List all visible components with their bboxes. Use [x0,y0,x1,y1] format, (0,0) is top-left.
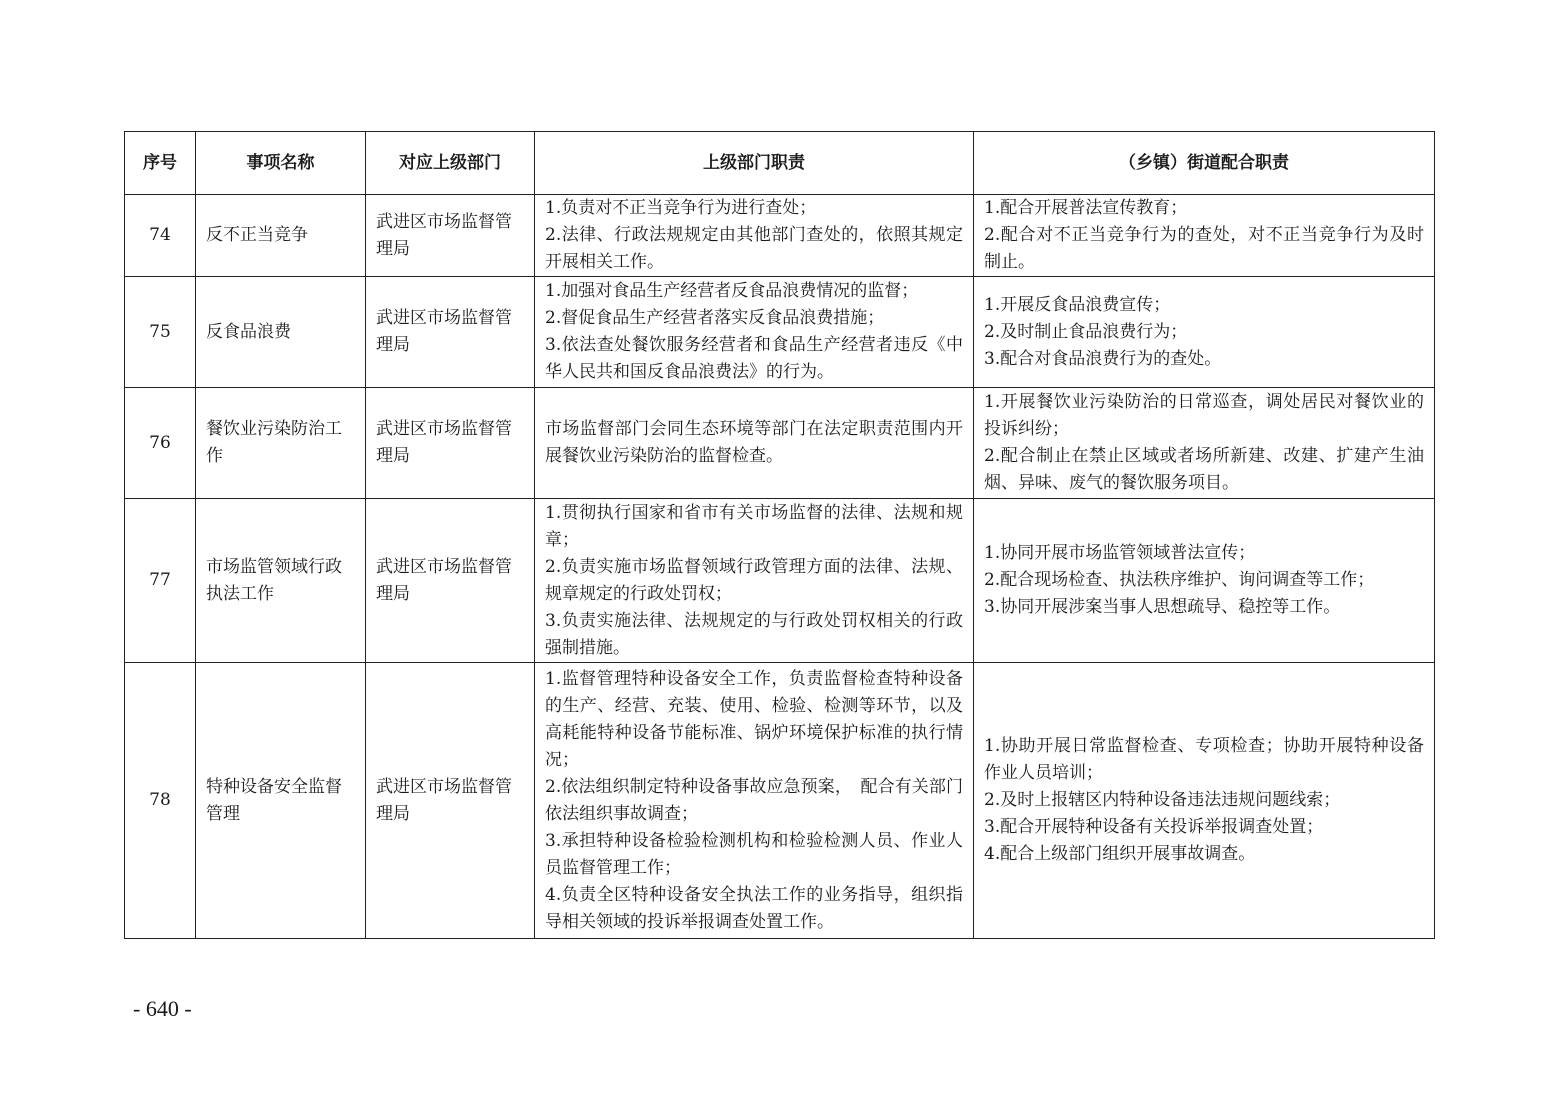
town-duty-line: 2.及时上报辖区内特种设备违法违规问题线索； [984,790,1341,810]
cell-item-name: 餐饮业污染防治工作 [196,388,366,499]
cell-town-duties [974,663,1435,939]
town-duty-line: 1.协助开展日常监督检查、专项检查；协助开展特种设备作业人员培训； [984,736,1424,783]
cell-town-duties [974,388,1435,499]
cell-upper-duties [535,499,974,663]
header-upper-dept: 对应上级部门 [366,132,535,195]
town-duty-line: 1.开展反食品浪费宣传； [984,294,1171,315]
upper-duty-line: 1.加强对食品生产经营者反食品浪费情况的监督； [545,281,919,301]
cell-upper-duties [535,277,974,388]
upper-duty-line: 3.承担特种设备检验检测机构和检验检测人员、作业人员监督管理工作； [545,830,963,878]
cell-seq: 74 [125,195,196,277]
cell-upper-dept: 武进区市场监督管理局 [366,499,535,663]
cell-upper-dept: 武进区市场监督管理局 [366,195,535,277]
cell-upper-dept: 武进区市场监督管理局 [366,663,535,939]
table-body [125,195,1435,939]
town-duty-line: 3.协同开展涉案当事人思想疏导、稳控等工作。 [984,597,1341,617]
upper-duty-line: 2.负责实施市场监督领域行政管理方面的法律、法规、规章规定的行政处罚权； [545,556,963,604]
table-row [125,195,1435,277]
cell-upper-duties [535,388,974,499]
cell-seq: 75 [125,277,196,388]
upper-duty-line: 3.负责实施法律、法规规定的与行政处罚权相关的行政强制措施。 [545,610,963,658]
town-duty-line: 2.配合对不正当竞争行为的查处，对不正当竞争行为及时制止。 [984,225,1424,272]
header-upper-duties: 上级部门职责 [535,132,974,195]
town-duty-line: 2.及时制止食品浪费行为； [984,321,1188,342]
upper-duty-line: 2.依法组织制定特种设备事故应急预案， 配合有关部门依法组织事故调查； [545,776,963,824]
town-duty-line: 1.配合开展普法宣传教育； [984,198,1188,218]
town-duty-line: 1.协同开展市场监管领域普法宣传； [984,543,1256,563]
cell-seq: 77 [125,499,196,663]
table-row [125,388,1435,499]
town-duty-line: 4.配合上级部门组织开展事故调查。 [984,844,1256,864]
cell-upper-dept: 武进区市场监督管理局 [366,388,535,499]
town-duty-line: 3.配合对食品浪费行为的查处。 [984,348,1222,369]
table-row [125,499,1435,663]
table-row [125,663,1435,939]
upper-duty-line: 2.法律、行政法规规定由其他部门查处的，依照其规定开展相关工作。 [545,225,963,272]
duties-table [124,131,1435,939]
cell-town-duties [974,195,1435,277]
header-seq: 序号 [125,132,196,195]
upper-duty-line: 3.依法查处餐饮服务经营者和食品生产经营者违反《中华人民共和国反食品浪费法》的行为。 [545,335,963,382]
cell-upper-duties [535,663,974,939]
cell-item-name: 特种设备安全监督管理 [196,663,366,939]
header-town-duties: （乡镇）街道配合职责 [974,132,1435,195]
cell-item-name: 市场监管领域行政执法工作 [196,499,366,663]
cell-item-name: 反不正当竞争 [196,195,366,277]
table-header-row [125,132,1435,195]
town-duty-line: 3.配合开展特种设备有关投诉举报调查处置； [984,817,1324,837]
cell-upper-dept: 武进区市场监督管理局 [366,277,535,388]
upper-duty-line: 2.督促食品生产经营者落实反食品浪费措施； [545,308,885,328]
town-duty-line: 2.配合制止在禁止区域或者场所新建、改建、扩建产生油烟、异味、废气的餐饮服务项目。 [984,446,1424,493]
upper-duty-line: 1.贯彻执行国家和省市有关市场监督的法律、法规和规章； [545,502,963,550]
upper-duty-line: 市场监督部门会同生态环境等部门在法定职责范围内开展餐饮业污染防治的监督检查。 [545,419,963,466]
cell-town-duties [974,277,1435,388]
cell-upper-duties [535,195,974,277]
cell-item-name: 反食品浪费 [196,277,366,388]
upper-duty-line: 1.监督管理特种设备安全工作，负责监督检查特种设备的生产、经营、充装、使用、检验、检测等环节，以及高耗能特种设备节能标准、锅炉环境保护标准的执行情况； [545,668,963,770]
town-duty-line: 2.配合现场检查、执法秩序维护、询问调查等工作； [984,570,1375,590]
upper-duty-line: 1.负责对不正当竞争行为进行查处； [545,198,817,218]
upper-duty-line: 4.负责全区特种设备安全执法工作的业务指导，组织指导相关领域的投诉举报调查处置工作。 [545,884,963,932]
cell-seq: 76 [125,388,196,499]
cell-seq: 78 [125,663,196,939]
cell-town-duties [974,499,1435,663]
header-item-name: 事项名称 [196,132,366,195]
table-row [125,277,1435,388]
town-duty-line: 1.开展餐饮业污染防治的日常巡查，调处居民对餐饮业的投诉纠纷； [984,392,1424,439]
page-number: - 640 - [133,996,192,1021]
